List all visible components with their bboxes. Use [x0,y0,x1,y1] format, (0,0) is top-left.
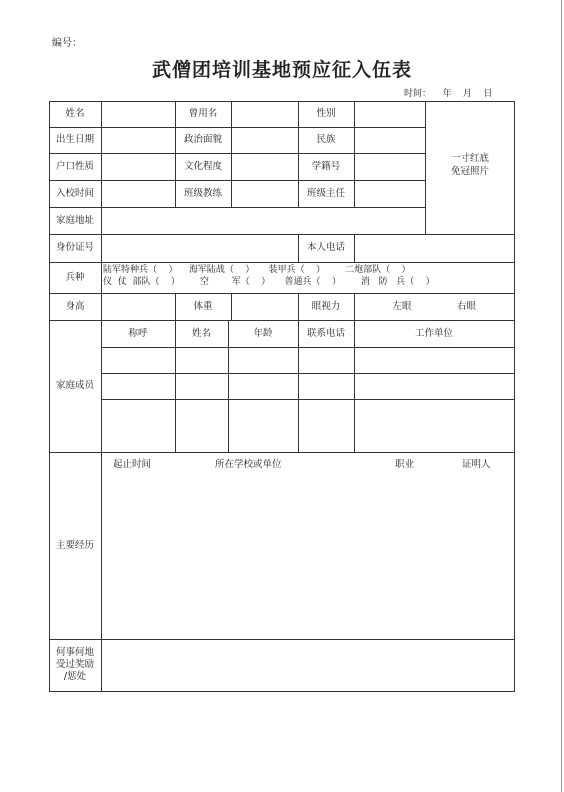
class-head-label: 班级主任 [306,187,345,199]
education-label: 文化程度 [183,160,222,172]
family-header-relation: 称呼 [128,327,148,339]
branch-options-line: 陆军特种兵（ ） 海军陆战（ ） 装甲兵（ ） 二炮部队（ ） [103,265,411,275]
experience-header-period: 起止时间 [113,459,152,470]
gender-label: 性别 [316,108,336,120]
alias-label: 曾用名 [188,108,218,120]
family-header-age: 年龄 [253,327,273,339]
page-edge [561,0,562,792]
awards-label-line: 何事何地 [55,647,94,659]
awards-label [49,639,101,691]
experience-header-occupation: 职业 [395,459,415,470]
class-coach-label: 班级教练 [183,187,222,199]
date-label: 时间： 年 月 日 [404,89,493,99]
height-label: 身高 [65,300,85,312]
left-eye-label: 左眼 [392,300,412,312]
awards-label-line: 受过奖励 [55,659,94,671]
family-members-label: 家庭成员 [55,380,94,392]
id-number-label: 身份证号 [55,242,94,254]
experience-header-school: 所在学校或单位 [215,459,282,470]
awards-label-line: /惩处 [63,670,87,682]
form-title: 武僧团培训基地预应征入伍表 [151,59,412,81]
family-header-workplace: 工作单位 [414,327,453,339]
family-header-phone: 联系电话 [306,327,345,339]
branch-options-line: 仪 仗 部队（ ） 空 军（ ） 普通兵（ ） 消 防 兵（ ） [103,277,435,287]
experience-header-witness: 证明人 [462,459,491,470]
name-label: 姓名 [65,108,85,120]
branch-label: 兵种 [65,271,85,283]
ethnicity-label: 民族 [316,134,336,146]
enlistment-form-table [49,101,515,692]
birth-date-label: 出生日期 [55,134,94,146]
weight-label: 体重 [193,300,213,312]
right-eye-label: 右眼 [456,300,476,312]
political-status-label: 政治面貌 [183,134,222,146]
student-number-label: 学籍号 [311,160,341,172]
photo-caption-line: 免冠照片 [450,166,489,177]
home-address-label: 家庭地址 [55,214,94,226]
photo-caption-line: 一寸红底 [450,153,489,164]
phone-label: 本人电话 [306,242,345,254]
hukou-label: 户口性质 [55,160,94,172]
vision-label: 眼视力 [311,300,341,312]
enrollment-date-label: 入校时间 [55,187,94,199]
photo-placeholder [425,152,515,178]
family-header-name: 姓名 [191,327,211,339]
experience-label: 主要经历 [55,539,94,551]
serial-number-label: 编号： [52,38,82,49]
